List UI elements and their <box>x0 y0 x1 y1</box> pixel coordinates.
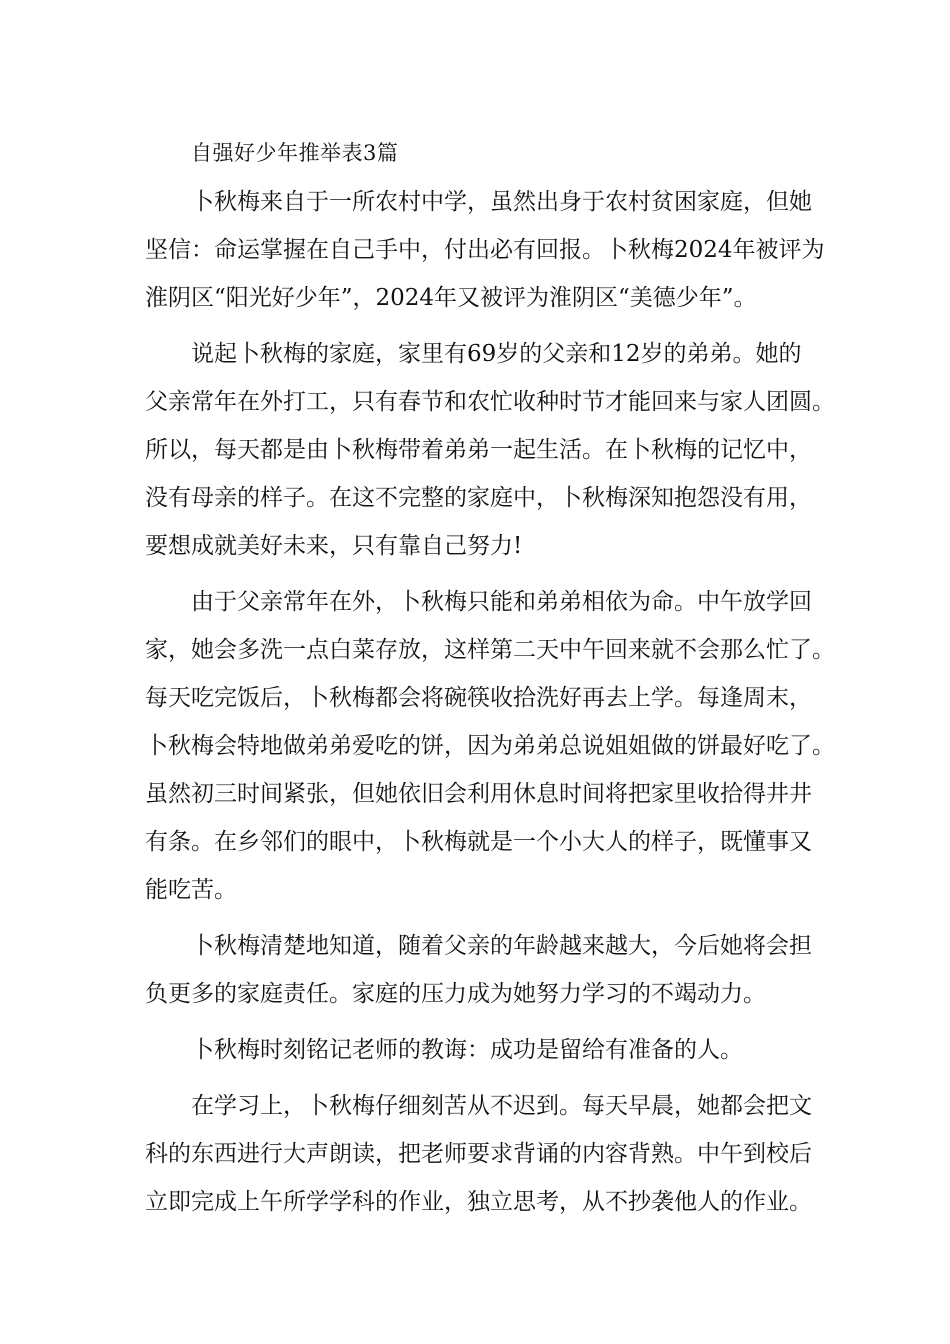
paragraph-line: 卜秋梅时刻铭记老师的教诲：成功是留给有准备的人。 <box>191 1037 743 1063</box>
paragraph-gap <box>145 322 825 330</box>
paragraph-line: 科的东西进行大声朗读，把老师要求背诵的内容背熟。中午到校后 <box>145 1141 812 1167</box>
paragraph-line: 坚信：命运掌握在自己手中，付出必有回报。卜秋梅2024年被评为 <box>145 237 825 263</box>
paragraph-1 <box>145 178 825 322</box>
paragraph-gap <box>145 1074 825 1082</box>
document-title: 自强好少年推举表3篇 <box>191 141 399 165</box>
paragraph-2 <box>145 330 835 570</box>
paragraph-line: 每天吃完饭后，卜秋梅都会将碗筷收拾洗好再去上学。每逢周末， <box>145 685 812 711</box>
paragraph-3 <box>145 578 835 914</box>
paragraph-line: 淮阴区“阳光好少年”，2024年又被评为淮阴区“美德少年”。 <box>145 285 757 311</box>
paragraph-line: 由于父亲常年在外，卜秋梅只能和弟弟相依为命。中午放学回 <box>191 589 812 615</box>
paragraph-line: 负更多的家庭责任。家庭的压力成为她努力学习的不竭动力。 <box>145 981 766 1007</box>
paragraph-line: 在学习上，卜秋梅仔细刻苦从不迟到。每天早晨，她都会把文 <box>191 1093 812 1119</box>
paragraph-line: 说起卜秋梅的家庭，家里有69岁的父亲和12岁的弟弟。她的 <box>191 341 802 367</box>
paragraph-gap <box>145 1018 825 1026</box>
paragraph-line: 虽然初三时间紧张，但她依旧会利用休息时间将把家里收拾得井井 <box>145 781 812 807</box>
paragraph-line: 所以，每天都是由卜秋梅带着弟弟一起生活。在卜秋梅的记忆中， <box>145 437 812 463</box>
paragraph-gap <box>145 914 825 922</box>
paragraph-line: 卜秋梅清楚地知道，随着父亲的年龄越来越大，今后她将会担 <box>191 933 812 959</box>
paragraph-line: 没有母亲的样子。在这不完整的家庭中，卜秋梅深知抱怨没有用， <box>145 485 812 511</box>
paragraph-4 <box>145 922 825 1018</box>
paragraph-line: 要想成就美好未来，只有靠自己努力! <box>145 533 523 559</box>
paragraph-line: 能吃苦。 <box>145 877 237 903</box>
paragraph-gap <box>145 570 825 578</box>
paragraph-line: 立即完成上午所学学科的作业，独立思考，从不抄袭他人的作业。 <box>145 1189 812 1215</box>
paragraph-line: 有条。在乡邻们的眼中，卜秋梅就是一个小大人的样子，既懂事又 <box>145 829 812 855</box>
document-body <box>145 178 835 1226</box>
paragraph-line: 家，她会多洗一点白菜存放，这样第二天中午回来就不会那么忙了。 <box>145 637 835 663</box>
paragraph-line: 父亲常年在外打工，只有春节和农忙收种时节才能回来与家人团圆。 <box>145 389 835 415</box>
paragraph-line: 卜秋梅会特地做弟弟爱吃的饼，因为弟弟总说姐姐做的饼最好吃了。 <box>145 733 835 759</box>
paragraph-5 <box>145 1026 825 1074</box>
paragraph-line: 卜秋梅来自于一所农村中学，虽然出身于农村贫困家庭，但她 <box>191 189 812 215</box>
paragraph-6 <box>145 1082 825 1226</box>
